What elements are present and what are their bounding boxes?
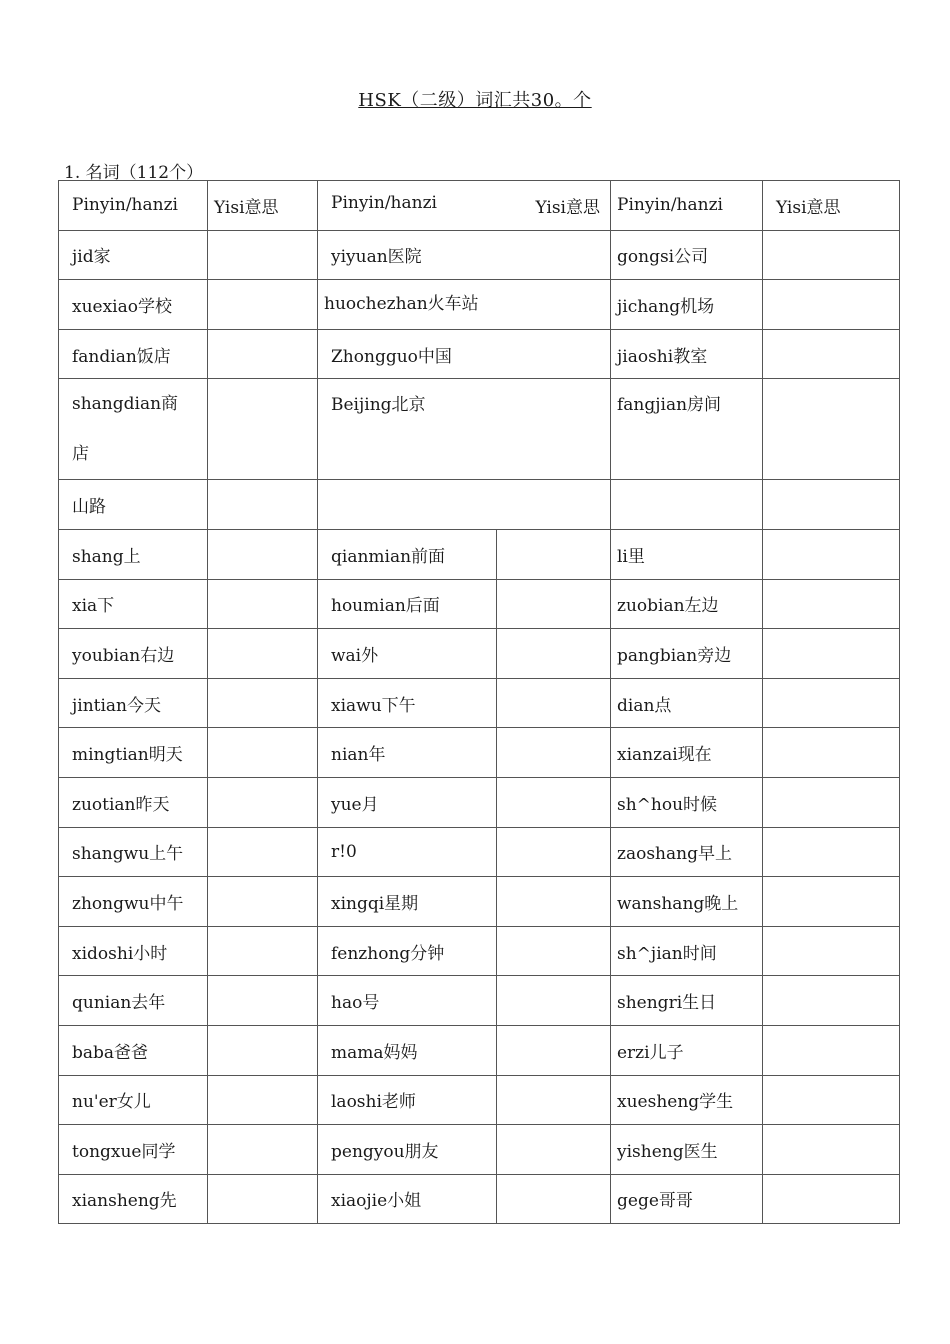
header-pinyin-hanzi: Pinyin/hanzi	[331, 192, 437, 213]
meaning-cell	[208, 379, 318, 480]
vocab-cell: xianzai现在	[611, 728, 763, 778]
vocab-cell: wai外	[318, 629, 497, 679]
vocab-cell	[318, 480, 611, 530]
vocab-cell: houmian后面	[318, 579, 497, 629]
vocab-cell: fenzhong分钟	[318, 926, 497, 976]
vocab-cell: pangbian旁边	[611, 629, 763, 679]
vocab-cell: youbian右边	[59, 629, 208, 679]
meaning-cell	[763, 1075, 900, 1125]
vocab-cell: baba爸爸	[59, 1025, 208, 1075]
meaning-cell	[497, 877, 611, 927]
header-pinyin-hanzi: Pinyin/hanzi	[611, 181, 763, 231]
header-pinyin-yisi	[318, 181, 611, 231]
vocab-text: shangdian商店	[72, 394, 179, 465]
vocab-cell: shang上	[59, 529, 208, 579]
table-row	[59, 728, 900, 778]
meaning-cell	[497, 629, 611, 679]
vocab-cell: jid家	[59, 230, 208, 280]
vocab-cell: xiansheng先	[59, 1174, 208, 1224]
meaning-cell	[763, 777, 900, 827]
meaning-cell	[208, 976, 318, 1026]
vocab-cell: zaoshang早上	[611, 827, 763, 877]
vocab-cell: jichang机场	[611, 280, 763, 330]
table-row	[59, 230, 900, 280]
vocab-cell: xuesheng学生	[611, 1075, 763, 1125]
vocab-cell	[59, 379, 208, 480]
table-row	[59, 827, 900, 877]
meaning-cell	[208, 579, 318, 629]
table-row	[59, 329, 900, 379]
meaning-cell	[208, 777, 318, 827]
meaning-cell	[763, 529, 900, 579]
meaning-cell	[763, 1025, 900, 1075]
vocab-cell: gongsi公司	[611, 230, 763, 280]
vocab-cell: zhongwu中午	[59, 877, 208, 927]
vocab-cell: Beijing北京	[318, 379, 611, 480]
vocab-cell: dian点	[611, 678, 763, 728]
meaning-cell	[763, 678, 900, 728]
header-yisi: Yisi意思	[208, 181, 318, 231]
meaning-cell	[763, 579, 900, 629]
vocab-cell: zuotian昨天	[59, 777, 208, 827]
table-header-row	[59, 181, 900, 231]
meaning-cell	[208, 629, 318, 679]
vocab-cell: tongxue同学	[59, 1125, 208, 1175]
meaning-cell	[763, 480, 900, 530]
meaning-cell	[208, 678, 318, 728]
vocab-cell: xiawu下午	[318, 678, 497, 728]
meaning-cell	[208, 926, 318, 976]
meaning-cell	[763, 877, 900, 927]
vocab-cell: nian年	[318, 728, 497, 778]
vocab-cell: fandian饭店	[59, 329, 208, 379]
vocab-cell: fangjian房间	[611, 379, 763, 480]
table-row	[59, 280, 900, 330]
vocab-cell	[611, 480, 763, 530]
meaning-cell	[497, 1075, 611, 1125]
vocab-cell: jintian今天	[59, 678, 208, 728]
meaning-cell	[208, 877, 318, 927]
table-row	[59, 976, 900, 1026]
table-row	[59, 678, 900, 728]
vocab-cell: yiyuan医院	[318, 230, 611, 280]
meaning-cell	[763, 827, 900, 877]
vocab-cell: nu'er女儿	[59, 1075, 208, 1125]
vocab-cell: xingqi星期	[318, 877, 497, 927]
vocab-cell: shangwu上午	[59, 827, 208, 877]
meaning-cell	[763, 329, 900, 379]
meaning-cell	[497, 678, 611, 728]
vocab-cell: xuexiao学校	[59, 280, 208, 330]
vocab-cell: Zhongguo中国	[318, 329, 611, 379]
vocab-table	[58, 180, 900, 1224]
meaning-cell	[497, 728, 611, 778]
meaning-cell	[763, 976, 900, 1026]
vocab-cell: xiaojie小姐	[318, 1174, 497, 1224]
page-title: HSK（二级）词汇共30。个	[358, 90, 592, 111]
meaning-cell	[208, 230, 318, 280]
table-row	[59, 1075, 900, 1125]
vocab-cell: mama妈妈	[318, 1025, 497, 1075]
meaning-cell	[497, 1125, 611, 1175]
table-row	[59, 529, 900, 579]
meaning-cell	[208, 827, 318, 877]
vocab-cell: yisheng医生	[611, 1125, 763, 1175]
vocab-cell: wanshang晚上	[611, 877, 763, 927]
meaning-cell	[497, 579, 611, 629]
vocab-cell: zuobian左边	[611, 579, 763, 629]
vocab-cell: mingtian明天	[59, 728, 208, 778]
table-row	[59, 1025, 900, 1075]
vocab-cell: qianmian前面	[318, 529, 497, 579]
table-row	[59, 579, 900, 629]
vocab-cell: sh^jian时间	[611, 926, 763, 976]
vocab-cell: qunian去年	[59, 976, 208, 1026]
meaning-cell	[497, 976, 611, 1026]
table-row	[59, 1125, 900, 1175]
vocab-cell: hao号	[318, 976, 497, 1026]
meaning-cell	[497, 926, 611, 976]
meaning-cell	[763, 926, 900, 976]
meaning-cell	[763, 1174, 900, 1224]
table-row	[59, 777, 900, 827]
vocab-cell: gege哥哥	[611, 1174, 763, 1224]
meaning-cell	[497, 827, 611, 877]
meaning-cell	[497, 1025, 611, 1075]
meaning-cell	[208, 529, 318, 579]
table-row	[59, 629, 900, 679]
vocab-cell	[318, 280, 611, 330]
table-row	[59, 379, 900, 480]
vocab-cell: sh^hou时候	[611, 777, 763, 827]
header-yisi: Yisi意思	[763, 181, 900, 231]
header-yisi: Yisi意思	[535, 197, 600, 218]
vocab-cell: shengri生日	[611, 976, 763, 1026]
table-row	[59, 926, 900, 976]
meaning-cell	[763, 230, 900, 280]
meaning-cell	[497, 1174, 611, 1224]
vocab-cell: li里	[611, 529, 763, 579]
header-pinyin-hanzi: Pinyin/hanzi	[59, 181, 208, 231]
vocab-cell: erzi儿子	[611, 1025, 763, 1075]
vocab-cell: jiaoshi教室	[611, 329, 763, 379]
meaning-cell	[208, 480, 318, 530]
vocab-cell: yue月	[318, 777, 497, 827]
table-row	[59, 877, 900, 927]
vocab-cell: pengyou朋友	[318, 1125, 497, 1175]
table-row	[59, 1174, 900, 1224]
meaning-cell	[763, 1125, 900, 1175]
table-row	[59, 480, 900, 530]
meaning-cell	[208, 1025, 318, 1075]
vocab-cell: xidoshi小时	[59, 926, 208, 976]
meaning-cell	[763, 728, 900, 778]
meaning-cell	[763, 379, 900, 480]
meaning-cell	[497, 777, 611, 827]
meaning-cell	[208, 1075, 318, 1125]
vocab-cell: 山路	[59, 480, 208, 530]
meaning-cell	[763, 629, 900, 679]
meaning-cell	[208, 280, 318, 330]
meaning-cell	[497, 529, 611, 579]
vocab-text: huochezhan火车站	[324, 293, 479, 314]
section-heading: 1. 名词（112个）	[64, 163, 204, 183]
vocab-cell: r!0	[318, 827, 497, 877]
vocab-cell: laoshi老师	[318, 1075, 497, 1125]
meaning-cell	[208, 329, 318, 379]
meaning-cell	[208, 1174, 318, 1224]
meaning-cell	[208, 728, 318, 778]
vocab-cell: xia下	[59, 579, 208, 629]
meaning-cell	[208, 1125, 318, 1175]
meaning-cell	[763, 280, 900, 330]
